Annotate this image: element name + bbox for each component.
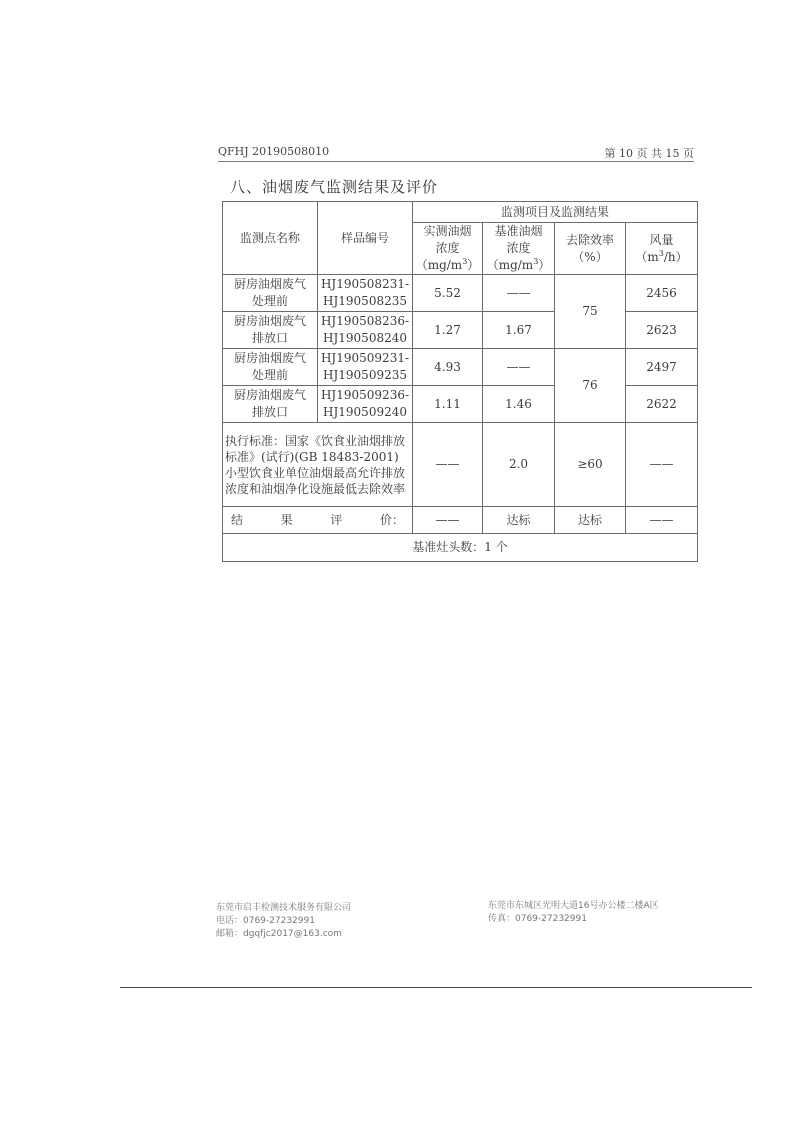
standard-text: 执行标准：国家《饮食业油烟排放标准》(试行)(GB 18483-2001)小型饮食业单位油烟最高允许排放浓度和油烟净化设施最低去除效率 — [223, 423, 413, 507]
address-footer — [488, 900, 659, 926]
airflow-cell: 2623 — [626, 312, 698, 349]
sample-id-cell: HJ190509236- HJ190509240 — [318, 386, 413, 423]
header-removal-efficiency: 去除效率 （%） — [555, 223, 626, 275]
sample-id-cell: HJ190509231- HJ190509235 — [318, 349, 413, 386]
report-number: QFHJ 20190508010 — [218, 145, 330, 158]
evaluation-measured: —— — [413, 507, 483, 534]
standard-airflow: —— — [626, 423, 698, 507]
table-row — [223, 349, 698, 386]
evaluation-row — [223, 507, 698, 534]
sample-id-cell: HJ190508236- HJ190508240 — [318, 312, 413, 349]
sample-id-cell: HJ190508231- HJ190508235 — [318, 275, 413, 312]
standard-removal-limit: ≥60 — [555, 423, 626, 507]
section-title: 八、油烟废气监测结果及评价 — [230, 178, 439, 196]
standard-measured: —— — [413, 423, 483, 507]
baseline-cell: —— — [483, 349, 555, 386]
standard-row — [223, 423, 698, 507]
point-name-cell: 厨房油烟废气 排放口 — [223, 312, 318, 349]
baseline-cell: —— — [483, 275, 555, 312]
page-info: 第 10 页 共 15 页 — [604, 147, 694, 160]
measured-cell: 1.11 — [413, 386, 483, 423]
airflow-cell: 2456 — [626, 275, 698, 312]
company-name: 东莞市启丰检测技术服务有限公司 — [216, 903, 352, 913]
removal-efficiency-cell: 75 — [555, 275, 626, 349]
report-header — [218, 145, 694, 162]
table-row — [223, 386, 698, 423]
baseline-cell: 1.67 — [483, 312, 555, 349]
airflow-cell: 2497 — [626, 349, 698, 386]
header-measured-concentration: 实测油烟 浓度 $(mg/m^3)$ — [413, 223, 483, 275]
header-baseline-concentration: 基准油烟 浓度 $(mg/m^3)$ — [483, 223, 555, 275]
results-table — [222, 201, 698, 562]
company-address: 东莞市东城区光明大道16号办公楼二楼A区 — [488, 901, 659, 911]
table-row — [223, 275, 698, 312]
page-bottom-divider — [120, 987, 752, 988]
table-row — [223, 312, 698, 349]
point-name-cell: 厨房油烟废气 处理前 — [223, 349, 318, 386]
company-phone: 电话：0769-27232991 — [216, 916, 315, 926]
header-airflow: 风量 $(m^3/h)$ — [626, 223, 698, 275]
evaluation-airflow: —— — [626, 507, 698, 534]
company-fax: 传真：0769-27232991 — [488, 914, 587, 924]
point-name-cell: 厨房油烟废气 处理前 — [223, 275, 318, 312]
evaluation-removal: 达标 — [555, 507, 626, 534]
removal-efficiency-cell: 76 — [555, 349, 626, 423]
point-name-cell: 厨房油烟废气 排放口 — [223, 386, 318, 423]
evaluation-baseline: 达标 — [483, 507, 555, 534]
header-point-name: 监测点名称 — [223, 202, 318, 275]
standard-baseline-limit: 2.0 — [483, 423, 555, 507]
burner-count-note: 基准灶头数：1 个 — [223, 534, 698, 562]
header-monitoring-group: 监测项目及监测结果 — [413, 202, 698, 223]
company-footer — [216, 902, 351, 941]
company-email: 邮箱：dgqfjc2017@163.com — [216, 929, 342, 939]
header-sample-id: 样品编号 — [318, 202, 413, 275]
baseline-cell: 1.46 — [483, 386, 555, 423]
measured-cell: 1.27 — [413, 312, 483, 349]
airflow-cell: 2622 — [626, 386, 698, 423]
footer-note-row — [223, 534, 698, 562]
evaluation-label: 结 果 评 价： — [223, 507, 413, 534]
measured-cell: 5.52 — [413, 275, 483, 312]
measured-cell: 4.93 — [413, 349, 483, 386]
